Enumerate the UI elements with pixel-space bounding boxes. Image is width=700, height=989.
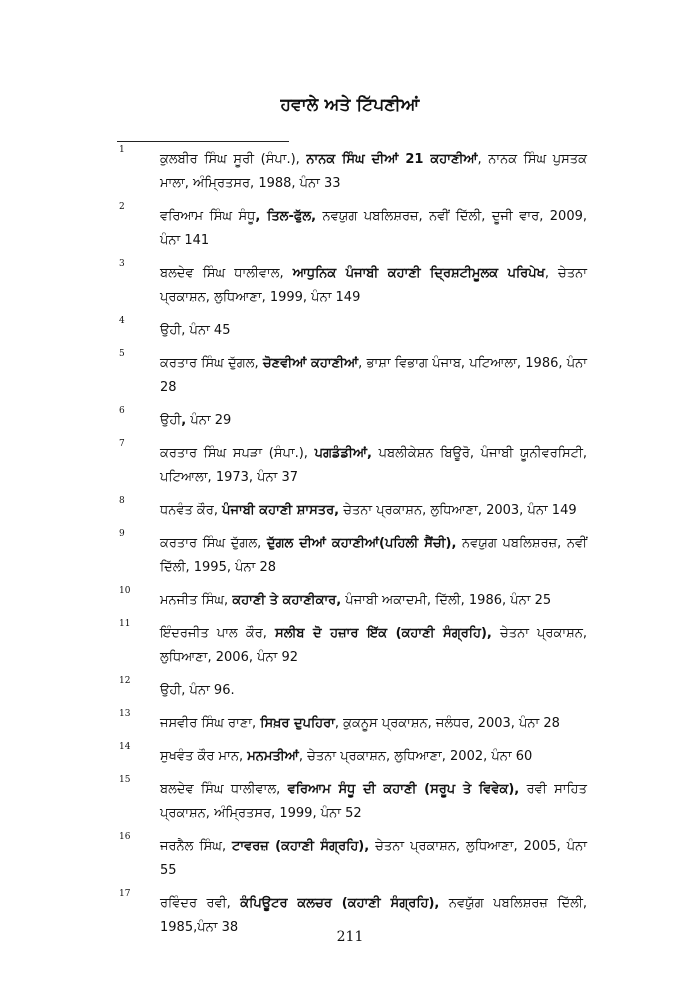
footnote-item [117, 202, 588, 253]
footnote-publication: ਪਬਲੀਕੇਸ਼ਨ ਬਿਊਰੋ, ਪੰਜਾਬੀ ਯੂਨੀਵਰਸਿਟੀ, ਪਟਿਆਲਾ, 1973, ਪੰਨਾ 37 [160, 446, 587, 485]
footnote-number: 11 [119, 619, 131, 629]
footnote-publication: , ਨਾਨਕ ਸਿੰਘ ਪੁਸਤਕ ਮਾਲਾ, ਅੰਮ੍ਰਿਤਸਰ, 1988, ਪੰਨਾ 33 [160, 152, 587, 191]
footnote-title: ਸਲੀਬ ਦੋ ਹਜ਼ਾਰ ਇੱਕ (ਕਹਾਣੀ ਸੰਗ੍ਰਹਿ), [275, 626, 492, 641]
footnote-number: 13 [119, 709, 131, 719]
footnote-title: , [181, 413, 187, 428]
footnote-publication: ਚੇਤਨਾ ਪ੍ਰਕਾਸ਼ਨ, ਲੁਧਿਆਣਾ, 2003, ਪੰਨਾ 149 [339, 503, 577, 518]
footnote-title: ਨਾਨਕ ਸਿੰਘ ਦੀਆਂ 21 ਕਹਾਣੀਆਂ [306, 152, 478, 167]
footnote-item [117, 259, 587, 310]
footnote-author: ਸੁਖਵੰਤ ਕੌਰ ਮਾਨ, [160, 749, 248, 764]
footnote-author: ਬਲਦੇਵ ਸਿੰਘ ਧਾਲੀਵਾਲ, [160, 782, 288, 797]
footnote-author: ਉਹੀ [160, 413, 182, 428]
footnote-title: ਪੰਜਾਬੀ ਕਹਾਣੀ ਸ਼ਾਸਤਰ, [222, 503, 340, 518]
footnote-title: ਆਧੁਨਿਕ ਪੰਜਾਬੀ ਕਹਾਣੀ ਦ੍ਰਿਸ਼ਟੀਮੂਲਕ ਪਰਿਪੇਖ [292, 266, 545, 281]
footnote-item [117, 586, 587, 613]
footnote-item [117, 709, 587, 736]
footnote-number: 12 [119, 676, 131, 686]
footnote-author: ਕਰਤਾਰ ਸਿੰਘ ਦੁੱਗਲ, [160, 356, 263, 371]
footnote-number: 16 [119, 832, 131, 842]
footnote-number: 17 [119, 889, 131, 899]
footnote-item [117, 349, 587, 400]
footnote-list [117, 145, 588, 949]
footnote-publication: ਪੰਜਾਬੀ ਅਕਾਦਮੀ, ਦਿੱਲੀ, 1986, ਪੰਨਾ 25 [341, 593, 552, 608]
footnote-number: 3 [119, 259, 125, 269]
footnote-author: ਜਰਨੈਲ ਸਿੰਘ, [160, 839, 233, 854]
footnote-publication: ਨਵਯੁੱਗ ਪਬਲਿਸ਼ਰਜ਼ ਦਿੱਲੀ, 1985,ਪੰਨਾ 38 [160, 896, 588, 935]
footnote-number: 5 [119, 349, 125, 359]
footnote-publication: ਚੇਤਨਾ ਪ੍ਰਕਾਸ਼ਨ, ਲੁਧਿਆਣਾ, 2005, ਪੰਨਾ 55 [160, 839, 587, 878]
footnote-number: 9 [119, 529, 125, 539]
footnote-publication: , ਚੇਤਨਾ ਪ੍ਰਕਾਸ਼ਨ, ਲੁਧਿਆਣਾ, 1999, ਪੰਨਾ 149 [160, 266, 587, 305]
footnote-author: ਧਨਵੰਤ ਕੌਰ, [160, 503, 223, 518]
footnote-separator [117, 141, 289, 142]
footnote-publication: ਪੰਨਾ 29 [186, 413, 232, 428]
footnote-item [117, 406, 587, 433]
footnote-author: ਜਸਵੀਰ ਸਿੰਘ ਰਾਣਾ, [160, 716, 261, 731]
footnote-number: 14 [119, 742, 131, 752]
footnote-number: 8 [119, 496, 125, 506]
footnote-title: ਦੁੱਗਲ ਦੀਆਂ ਕਹਾਣੀਆਂ(ਪਹਿਲੀ ਸੈਂਚੀ), [266, 536, 457, 551]
footnote-item [117, 496, 587, 523]
footnote-number: 2 [119, 202, 125, 212]
footnote-title: , ਤਿਲ-ਫੁੱਲ, [255, 209, 317, 224]
footnote-author: ਕਰਤਾਰ ਸਿੰਘ ਦੁੱਗਲ, [160, 536, 267, 551]
footnote-author: ਇੰਦਰਜੀਤ ਪਾਲ ਕੌਰ, [160, 626, 276, 641]
footnote-item [117, 529, 587, 580]
footnote-author: ਉਹੀ, ਪੰਨਾ 96. [160, 683, 235, 698]
footnote-title: ਕਹਾਣੀ ਤੇ ਕਹਾਣੀਕਾਰ, [232, 593, 342, 608]
footnote-author: ਕੁਲਬੀਰ ਸਿੰਘ ਸੂਰੀ (ਸੰਪਾ.), [160, 152, 307, 167]
footnote-number: 4 [119, 316, 125, 326]
page-number: 211 [336, 929, 364, 945]
footnote-author: ਮਨਜੀਤ ਸਿੰਘ, [160, 593, 233, 608]
footnote-author: ਵਰਿਆਮ ਸਿੰਘ ਸੰਧੂ [160, 209, 256, 224]
footnote-author: ਬਲਦੇਵ ਸਿੰਘ ਧਾਲੀਵਾਲ, [160, 266, 293, 281]
footnote-author: ਉਹੀ, ਪੰਨਾ 45 [160, 323, 231, 338]
footnote-item [117, 619, 587, 670]
page-heading: ਹਵਾਲੇ ਅਤੇ ਟਿੱਪਣੀਆਂ [280, 95, 420, 115]
footnote-title: ਪਗਡੰਡੀਆਂ, [314, 446, 372, 461]
footnote-item [117, 316, 587, 343]
footnote-item [117, 145, 587, 196]
footnote-publication: , ਭਾਸ਼ਾ ਵਿਭਾਗ ਪੰਜਾਬ, ਪਟਿਆਲਾ, 1986, ਪੰਨਾ 28 [160, 356, 587, 395]
footnote-publication: ਰਵੀ ਸਾਹਿਤ ਪ੍ਰਕਾਸ਼ਨ, ਅੰਮ੍ਰਿਤਸਰ, 1999, ਪੰਨਾ 52 [160, 782, 587, 821]
footnote-number: 10 [119, 586, 131, 596]
footnote-title: ਟਾਵਰਜ਼ (ਕਹਾਣੀ ਸੰਗ੍ਰਹਿ), [232, 839, 370, 854]
footnote-number: 6 [119, 406, 125, 416]
footnote-title: ਵਰਿਆਮ ਸੰਧੂ ਦੀ ਕਹਾਣੀ (ਸਰੂਪ ਤੇ ਵਿਵੇਕ), [287, 782, 520, 797]
footnote-publication: ਚੇਤਨਾ ਪ੍ਰਕਾਸ਼ਨ, ਲੁਧਿਆਣਾ, 2006, ਪੰਨਾ 92 [160, 626, 587, 665]
footnote-number: 15 [119, 775, 131, 785]
footnote-item [117, 439, 587, 490]
footnote-title: ਮਨਮਤੀਆਂ [247, 749, 299, 764]
footnote-item [117, 676, 587, 703]
footnote-publication: , ਕੁਕਨੂਸ ਪ੍ਰਕਾਸ਼ਨ, ਜਲੰਧਰ, 2003, ਪੰਨਾ 28 [334, 716, 560, 731]
footnote-number: 7 [119, 439, 125, 449]
footnote-number: 1 [119, 145, 125, 155]
footnote-publication: ਨਵਯੁਗ ਪਬਲਿਸ਼ਰਜ਼, ਨਵੀਂ ਦਿੱਲੀ, 1995, ਪੰਨਾ 28 [160, 536, 587, 575]
footnote-item [117, 832, 587, 883]
footnote-item [117, 775, 587, 826]
footnote-title: ਚੋਣਵੀਆਂ ਕਹਾਣੀਆਂ [262, 356, 359, 371]
footnote-publication: ਨਵਯੁਗ ਪਬਲਿਸ਼ਰਜ਼, ਨਵੀਂ ਦਿੱਲੀ, ਦੂਜੀ ਵਾਰ, 2009, ਪੰਨਾ 141 [160, 209, 588, 248]
footnote-publication: , ਚੇਤਨਾ ਪ੍ਰਕਾਸ਼ਨ, ਲੁਧਿਆਣਾ, 2002, ਪੰਨਾ 60 [298, 749, 533, 764]
footnote-title: ਕੰਪਿਊਟਰ ਕਲਚਰ (ਕਹਾਣੀ ਸੰਗ੍ਰਹਿ), [240, 896, 440, 911]
footnote-title: ਸਿਖ਼ਰ ਦੁਪਹਿਰਾ [260, 716, 335, 731]
footnote-author: ਰਵਿੰਦਰ ਰਵੀ, [160, 896, 241, 911]
footnote-item [117, 742, 587, 769]
footnote-author: ਕਰਤਾਰ ਸਿੰਘ ਸਪੜਾ (ਸੰਪਾ.), [160, 446, 315, 461]
